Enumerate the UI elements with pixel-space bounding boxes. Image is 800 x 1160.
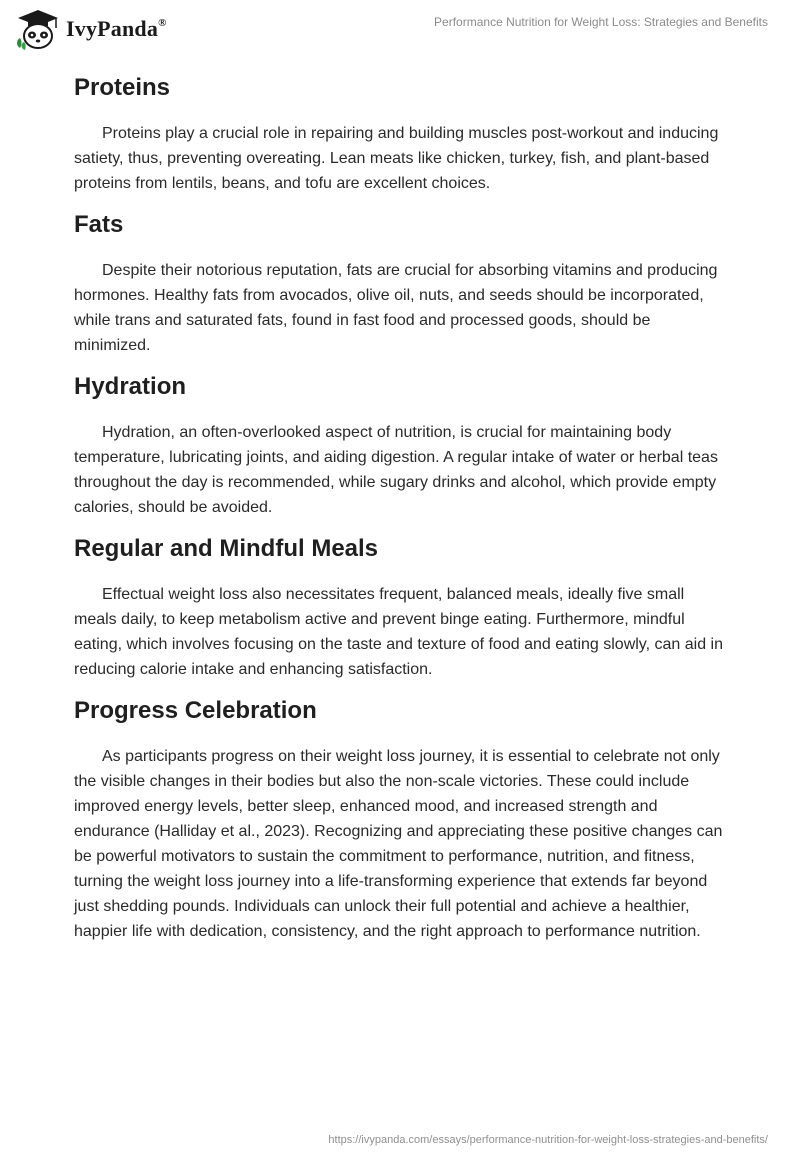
section-proteins [74,70,724,196]
section-fats [74,207,724,358]
page-header [0,0,800,60]
section-regular-mindful-meals [74,531,724,682]
section-heading: Regular and Mindful Meals [74,535,379,562]
source-url-link[interactable]: https://ivypanda.com/essays/performance-nutrition-for-weight-loss-strategies-and-benefits/ [328,1134,768,1146]
section-heading: Hydration [74,373,187,400]
registered-mark: ® [158,16,167,29]
document-title: Performance Nutrition for Weight Loss: Strategies and Benefits [434,15,768,29]
panda-graduate-icon [14,8,62,50]
logo-wordmark [66,16,167,42]
essay-body [74,70,724,944]
section-progress-celebration [74,693,724,944]
section-heading: Fats [74,211,124,238]
section-heading: Progress Celebration [74,697,317,724]
ivypanda-logo[interactable] [14,8,167,50]
section-hydration [74,369,724,520]
section-heading: Proteins [74,74,171,101]
section-paragraph: Proteins play a crucial role in repairing and building muscles post-workout and inducing satiety, thus, preventing overeating. Lean meats like chicken, turkey, fish, and plant-based proteins from lentils, beans, and tofu are excellent choices. [74,125,719,192]
section-paragraph: Effectual weight loss also necessitates frequent, balanced meals, ideally five small meals daily, to keep metabolism active and prevent binge eating. Furthermore, mindful eating, which involves focusing on the taste and texture of food and eating slowly, can aid in reducing calorie intake and enhancing satisfaction. [74,586,723,678]
section-paragraph: Despite their notorious reputation, fats are crucial for absorbing vitamins and producing hormones. Healthy fats from avocados, olive oil, nuts, and seeds should be incorporated, while trans and saturated fats, found in fast food and processed goods, should be minimized. [74,262,718,354]
section-paragraph: Hydration, an often-overlooked aspect of nutrition, is crucial for maintaining body temperature, lubricating joints, and aiding digestion. A regular intake of water or herbal teas throughout the day is recommended, while sugary drinks and alcohol, which provide empty calories, should be avoided. [74,424,718,516]
logo-text: IvyPanda [66,16,159,41]
section-paragraph: As participants progress on their weight loss journey, it is essential to celebrate not only the visible changes in their bodies but also the non-scale victories. These could include improved energy levels, better sleep, enhanced mood, and increased strength and endurance (Halliday et al., 2023). Recognizing and appreciating these positive changes can be powerful motivators to sustain the commitment to performance, nutrition, and fitness, turning the weight loss journey into a life-transforming experience that extends far beyond just shedding pounds. Individuals can unlock their full potential and achieve a healthier, happier life with dedication, consistency, and the right approach to performance nutrition. [74,748,723,940]
